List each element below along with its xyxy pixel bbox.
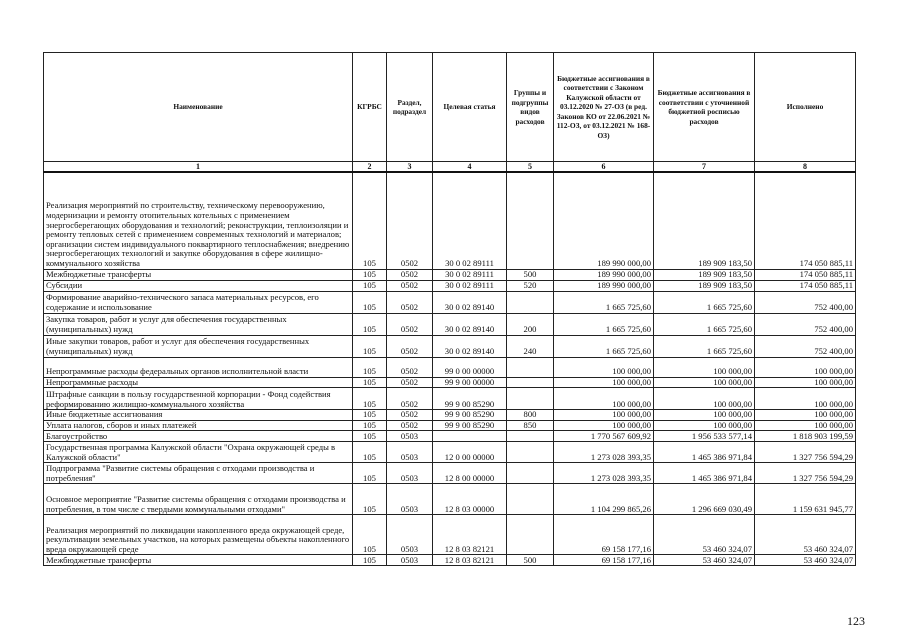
row-budget-rospis: 189 909 183,50 xyxy=(654,172,755,269)
row-expense-group xyxy=(507,172,554,269)
row-kgrbs: 105 xyxy=(353,335,387,357)
row-budget-law: 1 665 725,60 xyxy=(554,335,654,357)
row-budget-rospis: 1 665 725,60 xyxy=(654,335,755,357)
row-kgrbs: 105 xyxy=(353,377,387,388)
row-expense-group xyxy=(507,442,554,463)
header-expense-group: Группы и подгруппы видов расходов xyxy=(507,53,554,162)
row-name: Благоустройство xyxy=(44,431,353,442)
row-section: 0502 xyxy=(387,410,433,421)
header-section: Раздел, подраздел xyxy=(387,53,433,162)
row-budget-rospis: 1 956 533 577,14 xyxy=(654,431,755,442)
row-executed: 752 400,00 xyxy=(755,313,856,335)
header-target-article: Целевая статья xyxy=(433,53,507,162)
table-body xyxy=(44,162,856,566)
row-budget-law: 100 000,00 xyxy=(554,388,654,410)
row-section: 0503 xyxy=(387,442,433,463)
row-name: Формирование аварийно-технического запаса материальных ресурсов, его содержание и использование xyxy=(44,291,353,313)
row-executed: 1 327 756 594,29 xyxy=(755,463,856,484)
row-expense-group xyxy=(507,357,554,377)
row-expense-group: 850 xyxy=(507,420,554,431)
table-row xyxy=(44,313,856,335)
column-number: 4 xyxy=(433,162,507,173)
row-name: Государственная программа Калужской области "Охрана окружающей среды в Калужской области" xyxy=(44,442,353,463)
column-number: 2 xyxy=(353,162,387,173)
row-executed: 1 327 756 594,29 xyxy=(755,442,856,463)
row-section: 0502 xyxy=(387,357,433,377)
header-budget-rospis: Бюджетные ассигнования в соответствии с уточненной бюджетной росписью расходов xyxy=(654,53,755,162)
row-budget-rospis: 1 296 669 030,49 xyxy=(654,484,755,515)
row-section: 0502 xyxy=(387,377,433,388)
header-budget-law: Бюджетные ассигнования в соответствии с Законом Калужской области от 03.12.2020 № 27-ОЗ (в ред. Законов КО от 22.06.2021 № 112-ОЗ, от 03.12.2021 № 168-ОЗ) xyxy=(554,53,654,162)
row-budget-rospis: 1 665 725,60 xyxy=(654,313,755,335)
row-kgrbs: 105 xyxy=(353,420,387,431)
row-target-article xyxy=(433,431,507,442)
row-section: 0503 xyxy=(387,431,433,442)
row-target-article: 99 9 00 85290 xyxy=(433,420,507,431)
row-budget-rospis: 100 000,00 xyxy=(654,388,755,410)
row-expense-group: 240 xyxy=(507,335,554,357)
row-name: Закупка товаров, работ и услуг для обеспечения государственных (муниципальных) нужд xyxy=(44,313,353,335)
row-budget-rospis: 100 000,00 xyxy=(654,420,755,431)
row-target-article: 99 0 00 00000 xyxy=(433,357,507,377)
row-target-article: 12 8 03 00000 xyxy=(433,484,507,515)
row-budget-law: 100 000,00 xyxy=(554,410,654,421)
row-name: Основное мероприятие "Развитие системы обращения с отходами производства и потребления, в том числе с твердыми коммунальными отходами" xyxy=(44,484,353,515)
row-section: 0502 xyxy=(387,420,433,431)
row-expense-group: 500 xyxy=(507,269,554,280)
row-kgrbs: 105 xyxy=(353,515,387,555)
page-number: 123 xyxy=(847,614,865,628)
table-row xyxy=(44,555,856,566)
table-row xyxy=(44,172,856,269)
row-expense-group xyxy=(507,484,554,515)
row-executed: 100 000,00 xyxy=(755,377,856,388)
row-kgrbs: 105 xyxy=(353,484,387,515)
table-row xyxy=(44,269,856,280)
row-budget-law: 1 665 725,60 xyxy=(554,313,654,335)
row-section: 0503 xyxy=(387,555,433,566)
row-expense-group xyxy=(507,291,554,313)
row-target-article: 30 0 02 89111 xyxy=(433,280,507,291)
row-kgrbs: 105 xyxy=(353,313,387,335)
table-row xyxy=(44,431,856,442)
row-target-article: 30 0 02 89140 xyxy=(433,313,507,335)
budget-table xyxy=(43,52,856,566)
row-section: 0503 xyxy=(387,484,433,515)
row-section: 0502 xyxy=(387,172,433,269)
table-row xyxy=(44,484,856,515)
header-name: Наименование xyxy=(44,53,353,162)
row-expense-group xyxy=(507,463,554,484)
table-header xyxy=(44,53,856,162)
row-expense-group: 200 xyxy=(507,313,554,335)
row-budget-law: 1 273 028 393,35 xyxy=(554,463,654,484)
row-name: Субсидии xyxy=(44,280,353,291)
row-budget-law: 189 990 000,00 xyxy=(554,269,654,280)
row-expense-group: 520 xyxy=(507,280,554,291)
row-budget-rospis: 1 465 386 971,84 xyxy=(654,442,755,463)
row-executed: 100 000,00 xyxy=(755,388,856,410)
row-expense-group xyxy=(507,431,554,442)
row-budget-rospis: 100 000,00 xyxy=(654,410,755,421)
row-name: Межбюджетные трансферты xyxy=(44,555,353,566)
row-executed: 100 000,00 xyxy=(755,357,856,377)
row-budget-rospis: 53 460 324,07 xyxy=(654,555,755,566)
table-row xyxy=(44,410,856,421)
column-numbers-row xyxy=(44,162,856,173)
row-budget-law: 1 104 299 865,26 xyxy=(554,484,654,515)
row-expense-group xyxy=(507,388,554,410)
column-number: 3 xyxy=(387,162,433,173)
row-target-article: 12 8 00 00000 xyxy=(433,463,507,484)
row-executed: 1 818 903 199,59 xyxy=(755,431,856,442)
row-budget-law: 69 158 177,16 xyxy=(554,555,654,566)
row-expense-group xyxy=(507,377,554,388)
table-row xyxy=(44,420,856,431)
row-name: Реализация мероприятий по ликвидации накопленного вреда окружающей среде, рекультивации земельных участков, на которых размещены объекты накопленного вреда окружающей среде xyxy=(44,515,353,555)
column-number: 6 xyxy=(554,162,654,173)
row-budget-rospis: 1 665 725,60 xyxy=(654,291,755,313)
row-kgrbs: 105 xyxy=(353,431,387,442)
row-budget-rospis: 1 465 386 971,84 xyxy=(654,463,755,484)
row-target-article: 99 9 00 85290 xyxy=(433,410,507,421)
column-number: 7 xyxy=(654,162,755,173)
row-budget-law: 100 000,00 xyxy=(554,377,654,388)
column-number: 5 xyxy=(507,162,554,173)
row-target-article: 99 9 00 85290 xyxy=(433,388,507,410)
row-name: Реализация мероприятий по строительству, техническому перевооружению, модернизации и ремонту отопительных котельных с применением энергосберегающих оборудования и технологий; реконструкции, теплоизоляции и ремонту тепловых сетей с применением современных технологий и материалов; организации систем индивидуального поквартирного теплоснабжения; внедрению энергосберегающих технологий и закупке оборудования в сфере жилищно-коммунального хозяйства xyxy=(44,172,353,269)
row-target-article: 12 0 00 00000 xyxy=(433,442,507,463)
table-row xyxy=(44,280,856,291)
row-executed: 752 400,00 xyxy=(755,335,856,357)
row-name: Непрограммные расходы федеральных органов исполнительной власти xyxy=(44,357,353,377)
row-target-article: 12 8 03 82121 xyxy=(433,555,507,566)
row-executed: 174 050 885,11 xyxy=(755,280,856,291)
row-budget-law: 189 990 000,00 xyxy=(554,172,654,269)
row-kgrbs: 105 xyxy=(353,280,387,291)
row-name: Межбюджетные трансферты xyxy=(44,269,353,280)
row-name: Уплата налогов, сборов и иных платежей xyxy=(44,420,353,431)
row-budget-law: 100 000,00 xyxy=(554,420,654,431)
row-name: Непрограммные расходы xyxy=(44,377,353,388)
row-name: Подпрограмма "Развитие системы обращения с отходами производства и потребления" xyxy=(44,463,353,484)
row-section: 0502 xyxy=(387,388,433,410)
table-row xyxy=(44,388,856,410)
row-kgrbs: 105 xyxy=(353,357,387,377)
row-budget-law: 189 990 000,00 xyxy=(554,280,654,291)
row-kgrbs: 105 xyxy=(353,463,387,484)
row-section: 0503 xyxy=(387,515,433,555)
row-budget-law: 1 770 567 609,92 xyxy=(554,431,654,442)
column-number: 8 xyxy=(755,162,856,173)
row-name: Иные бюджетные ассигнования xyxy=(44,410,353,421)
row-executed: 1 159 631 945,77 xyxy=(755,484,856,515)
row-budget-rospis: 100 000,00 xyxy=(654,377,755,388)
row-target-article: 30 0 02 89111 xyxy=(433,172,507,269)
row-expense-group xyxy=(507,515,554,555)
row-section: 0502 xyxy=(387,335,433,357)
row-budget-law: 100 000,00 xyxy=(554,357,654,377)
row-target-article: 30 0 02 89140 xyxy=(433,335,507,357)
row-executed: 100 000,00 xyxy=(755,410,856,421)
row-kgrbs: 105 xyxy=(353,172,387,269)
row-name: Штрафные санкции в пользу государственной корпорации - Фонд содействия реформированию жилищно-коммунального хозяйства xyxy=(44,388,353,410)
row-kgrbs: 105 xyxy=(353,410,387,421)
row-executed: 752 400,00 xyxy=(755,291,856,313)
row-executed: 174 050 885,11 xyxy=(755,269,856,280)
row-expense-group: 500 xyxy=(507,555,554,566)
row-kgrbs: 105 xyxy=(353,442,387,463)
row-section: 0503 xyxy=(387,463,433,484)
row-name: Иные закупки товаров, работ и услуг для обеспечения государственных (муниципальных) нужд xyxy=(44,335,353,357)
row-budget-rospis: 189 909 183,50 xyxy=(654,269,755,280)
row-budget-law: 69 158 177,16 xyxy=(554,515,654,555)
table-row xyxy=(44,357,856,377)
row-executed: 174 050 885,11 xyxy=(755,172,856,269)
row-budget-rospis: 100 000,00 xyxy=(654,357,755,377)
table-row xyxy=(44,463,856,484)
row-kgrbs: 105 xyxy=(353,388,387,410)
row-target-article: 12 8 03 82121 xyxy=(433,515,507,555)
row-budget-law: 1 665 725,60 xyxy=(554,291,654,313)
header-kgrbs: КГРБС xyxy=(353,53,387,162)
row-budget-rospis: 189 909 183,50 xyxy=(654,280,755,291)
row-kgrbs: 105 xyxy=(353,269,387,280)
row-section: 0502 xyxy=(387,291,433,313)
header-executed: Исполнено xyxy=(755,53,856,162)
table-row xyxy=(44,515,856,555)
row-expense-group: 800 xyxy=(507,410,554,421)
row-target-article: 99 9 00 00000 xyxy=(433,377,507,388)
row-section: 0502 xyxy=(387,280,433,291)
row-budget-law: 1 273 028 393,35 xyxy=(554,442,654,463)
row-executed: 53 460 324,07 xyxy=(755,555,856,566)
row-target-article: 30 0 02 89140 xyxy=(433,291,507,313)
row-budget-rospis: 53 460 324,07 xyxy=(654,515,755,555)
table-row xyxy=(44,291,856,313)
row-kgrbs: 105 xyxy=(353,291,387,313)
table-row xyxy=(44,442,856,463)
column-number: 1 xyxy=(44,162,353,173)
table-row xyxy=(44,377,856,388)
row-kgrbs: 105 xyxy=(353,555,387,566)
row-executed: 53 460 324,07 xyxy=(755,515,856,555)
row-section: 0502 xyxy=(387,313,433,335)
row-section: 0502 xyxy=(387,269,433,280)
table-row xyxy=(44,335,856,357)
row-target-article: 30 0 02 89111 xyxy=(433,269,507,280)
row-executed: 100 000,00 xyxy=(755,420,856,431)
